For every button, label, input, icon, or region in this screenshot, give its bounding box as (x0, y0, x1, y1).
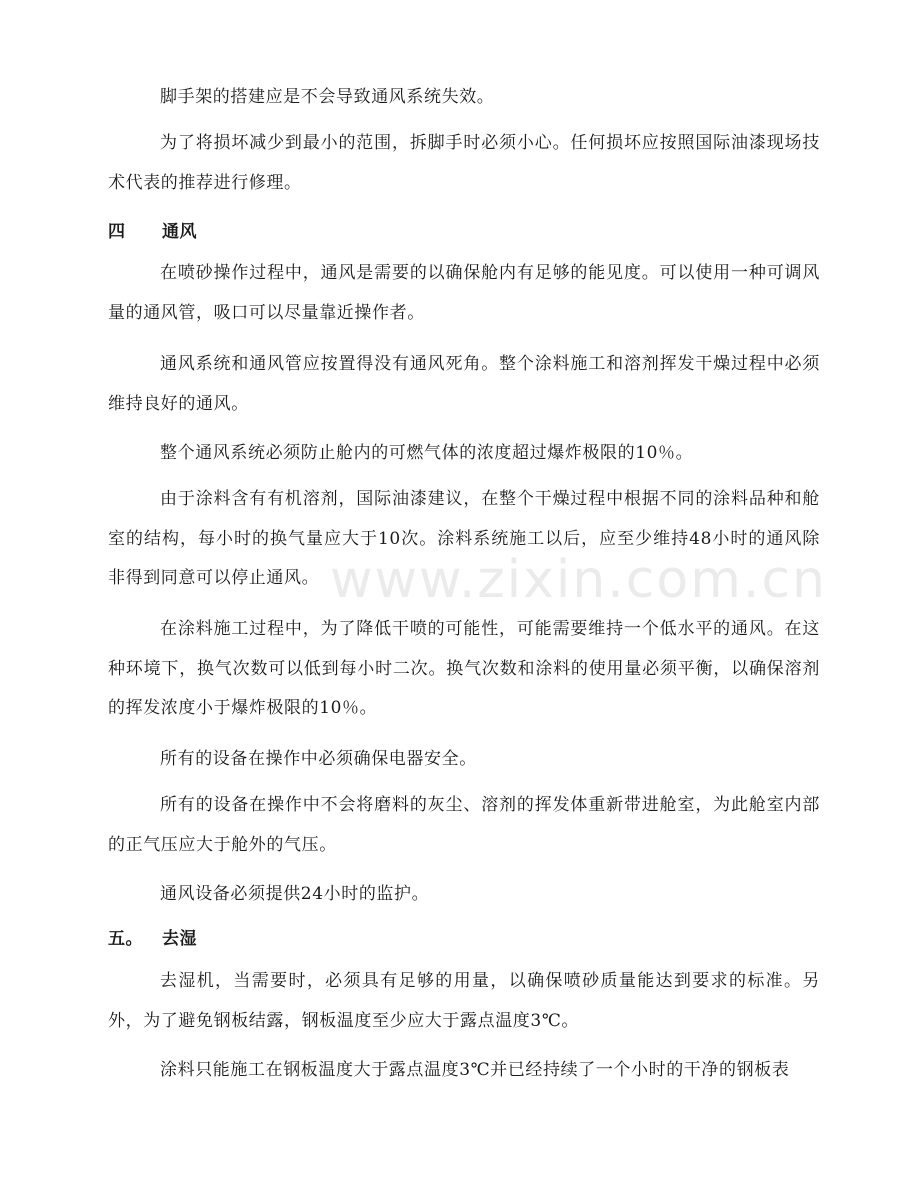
paragraph: 脚手架的搭建应是不会导致通风系统失效。 (160, 87, 495, 107)
paragraph: 所有的设备在操作中不会将磨料的灰尘、溶剂的挥发体重新带进舱室，为此舱室内部的正气压应大于舱外的气压。 (108, 795, 820, 855)
paragraph: 所有的设备在操作中必须确保电器安全。 (160, 749, 477, 769)
section-number: 四 (108, 222, 126, 242)
paragraph: 在涂料施工过程中，为了降低干喷的可能性，可能需要维持一个低水平的通风。在这种环境下，换气次数可以低到每小时二次。换气次数和涂料的使用量必须平衡，以确保溶剂的挥发浓度小于爆炸极限的10％。 (108, 619, 820, 718)
paragraph: 在喷砂操作过程中，通风是需要的以确保舱内有足够的能见度。可以使用一种可调风量的通风管，吸口可以尽量靠近操作者。 (108, 263, 820, 323)
paragraph: 整个通风系统必须防止舱内的可燃气体的浓度超过爆炸极限的10％。 (160, 443, 694, 463)
section-title: 去湿 (162, 929, 197, 949)
paragraph: 去湿机，当需要时，必须具有足够的用量，以确保喷砂质量能达到要求的标准。另外，为了避免钢板结露，钢板温度至少应大于露点温度3℃。 (108, 971, 820, 1031)
section-heading (108, 220, 197, 244)
section-title: 通风 (162, 222, 197, 242)
watermark: www.zixin.com.cn (330, 550, 827, 610)
paragraph: 由于涂料含有有机溶剂，国际油漆建议，在整个干燥过程中根据不同的涂料品种和舱室的结构，每小时的换气量应大于10次。涂料系统施工以后，应至少维持48小时的通风除非得到同意可以停止通风。 (108, 489, 820, 588)
section-number: 五。 (108, 929, 143, 949)
section-heading (108, 927, 197, 951)
paragraph: 为了将损坏减少到最小的范围，拆脚手时必须小心。任何损坏应按照国际油漆现场技术代表的推荐进行修理。 (108, 133, 820, 193)
paragraph: 涂料只能施工在钢板温度大于露点温度3℃并已经持续了一个小时的干净的钢板表 (160, 1060, 790, 1080)
paragraph: 通风设备必须提供24小时的监护。 (160, 884, 430, 904)
paragraph: 通风系统和通风管应按置得没有通风死角。整个涂料施工和溶剂挥发干燥过程中必须维持良好的通风。 (108, 354, 820, 414)
